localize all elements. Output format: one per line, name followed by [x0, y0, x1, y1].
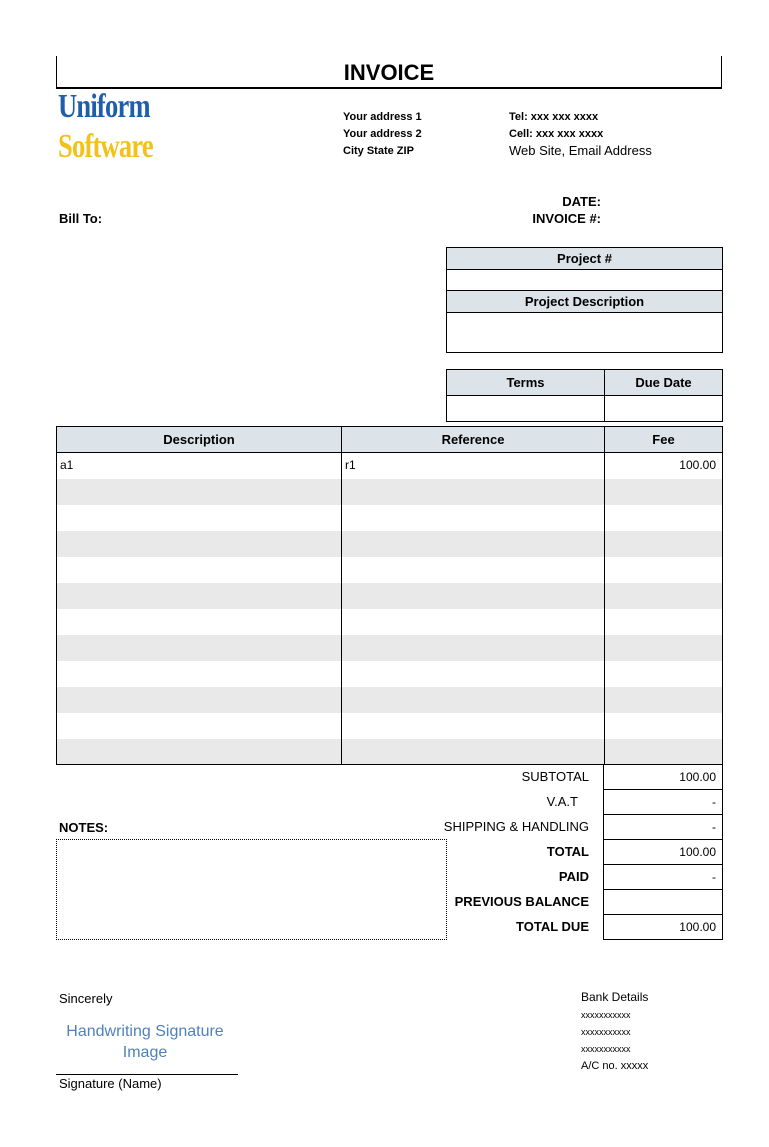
logo-line-2: Software	[58, 128, 153, 165]
bank-line-3: xxxxxxxxxxx	[581, 1044, 631, 1054]
totals-divider	[604, 839, 722, 840]
signature-line	[56, 1074, 238, 1075]
row-1-description: a1	[60, 458, 74, 472]
project-description-header	[447, 290, 722, 313]
col-fee-label: Fee	[652, 432, 675, 447]
terms-box	[446, 369, 723, 422]
previous-balance-label: PREVIOUS BALANCE	[454, 894, 589, 909]
signature-image-placeholder: Handwriting Signature Image	[66, 1023, 224, 1061]
bank-line-1: xxxxxxxxxxx	[581, 1010, 631, 1020]
bill-to-label: Bill To:	[59, 211, 103, 226]
col-fee-header	[605, 427, 722, 452]
bank-line-2: xxxxxxxxxxx	[581, 1027, 631, 1037]
signature-label: Signature (Name)	[59, 1076, 162, 1091]
totals-box	[603, 765, 723, 940]
col-description-label: Description	[163, 432, 235, 447]
table-row	[57, 635, 722, 661]
total-value: 100.00	[679, 845, 716, 859]
table-row	[57, 739, 722, 764]
invoice-title: INVOICE	[343, 60, 435, 85]
bank-details-label: Bank Details	[581, 990, 649, 1004]
due-date-label: Due Date	[635, 375, 692, 390]
project-number-label: Project #	[557, 251, 612, 266]
bank-account: A/C no. xxxxx	[581, 1060, 649, 1072]
due-date-header	[605, 370, 722, 396]
shipping-label: SHIPPING & HANDLING	[443, 819, 589, 834]
company-address-2: Your address 2	[343, 128, 422, 140]
project-box	[446, 247, 723, 353]
notes-box[interactable]	[56, 839, 447, 940]
vat-value: -	[712, 795, 716, 809]
col-divider-1	[341, 427, 342, 764]
col-description-header	[57, 427, 341, 452]
totals-divider	[604, 789, 722, 790]
total-due-label: TOTAL DUE	[516, 919, 589, 934]
company-cell: Cell: xxx xxx xxxx	[509, 128, 604, 140]
company-web: Web Site, Email Address	[509, 143, 652, 158]
terms-divider	[604, 396, 605, 421]
vat-label: V.A.T	[546, 794, 578, 809]
total-label: TOTAL	[546, 844, 589, 859]
total-due-value: 100.00	[679, 920, 716, 934]
logo-line-1: Uniform	[58, 88, 150, 125]
col-divider-2	[604, 427, 605, 764]
totals-divider	[604, 889, 722, 890]
company-address-1: Your address 1	[343, 111, 422, 123]
invoice-number-label: INVOICE #:	[532, 211, 601, 226]
table-row	[57, 531, 722, 557]
col-reference-label: Reference	[441, 432, 505, 447]
notes-label: NOTES:	[59, 820, 109, 835]
table-row	[57, 687, 722, 713]
paid-value: -	[712, 870, 716, 884]
terms-label: Terms	[506, 375, 545, 390]
table-row	[57, 583, 722, 609]
totals-divider	[604, 864, 722, 865]
date-label: DATE:	[562, 194, 601, 209]
row-1-fee: 100.00	[679, 458, 716, 472]
items-table	[56, 426, 723, 765]
terms-header	[447, 370, 605, 396]
col-reference-header	[342, 427, 604, 452]
company-tel: Tel: xxx xxx xxxx	[509, 111, 599, 123]
totals-divider	[604, 814, 722, 815]
paid-label: PAID	[558, 869, 589, 884]
totals-divider	[604, 914, 722, 915]
project-description-label: Project Description	[524, 294, 645, 309]
closing-text: Sincerely	[59, 991, 113, 1006]
table-row	[57, 479, 722, 505]
company-address-3: City State ZIP	[343, 145, 414, 157]
shipping-value: -	[712, 820, 716, 834]
row-1-reference: r1	[345, 458, 356, 472]
subtotal-label: SUBTOTAL	[521, 769, 589, 784]
subtotal-value: 100.00	[679, 770, 716, 784]
project-number-header	[447, 248, 722, 270]
